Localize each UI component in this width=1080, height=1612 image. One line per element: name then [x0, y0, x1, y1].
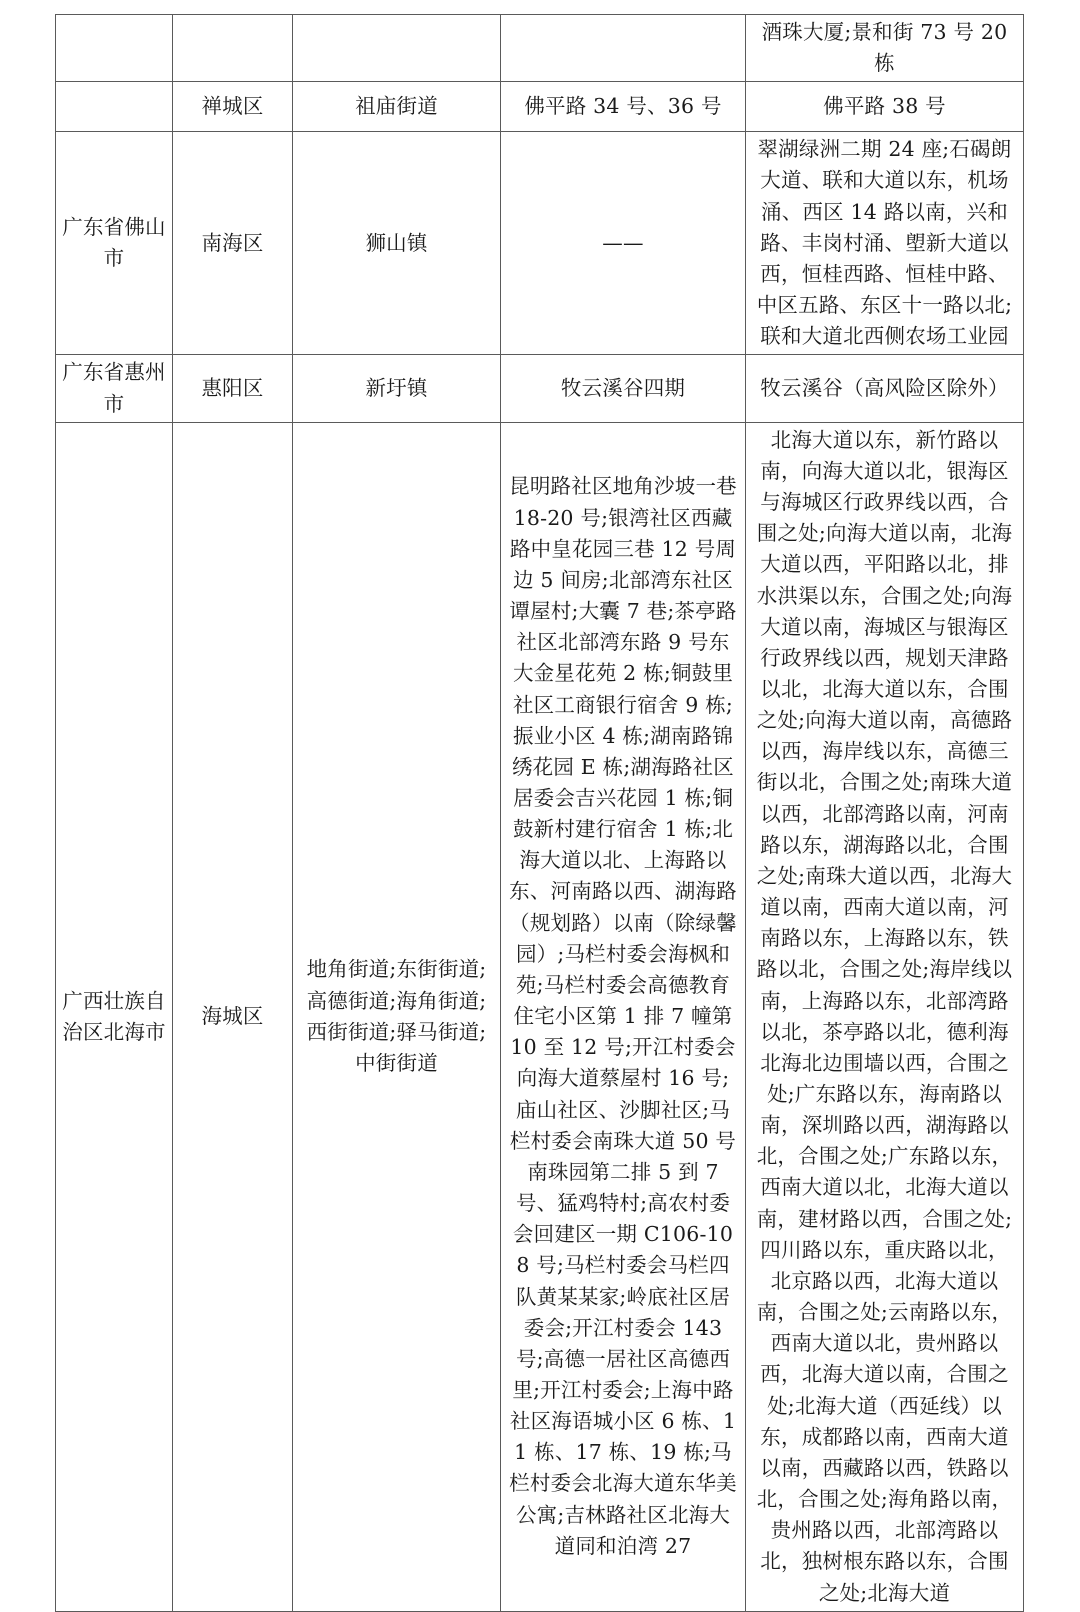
cell-high-risk: [501, 15, 746, 82]
cell-street: 新圩镇: [293, 355, 501, 422]
cell-province: [56, 82, 173, 132]
cell-district: [173, 15, 293, 82]
table-row: [56, 355, 1024, 422]
table-row: [56, 132, 1024, 355]
cell-province: [56, 15, 173, 82]
risk-area-table: [55, 14, 1024, 1612]
cell-high-risk: 昆明路社区地角沙坡一巷 18-20 号;银湾社区西藏路中皇花园三巷 12 号周边 5 间房;北部湾东社区谭屋村;大囊 7 巷;茶亭路社区北部湾东路 9 号东大金星花苑 2 栋;铜鼓里社区工商银行宿舍 9 栋;振业小区 4 栋;湖南路锦绣花园 E 栋;湖海路社区居委会吉兴花园 1 栋;铜鼓新村建行宿舍 1 栋;北海大道以北、上海路以东、河南路以西、湖海路（规划路）以南（除绿馨园）;马栏村委会海枫和苑;马栏村委会高德教育住宅小区第 1 排 7 幢第 10 至 12 号;开江村委会向海大道蔡屋村 16 号;庙山社区、沙脚社区;马栏村委会南珠大道 50 号南珠园第二排 5 到 7 号、猛鸡特村;高农村委会回建区一期 C106-108 号;马栏村委会马栏四队黄某某家;岭底社区居委会;开江村委会 143 号;高德一居社区高德西里;开江村委会;上海中路社区海语城小区 6 栋、11 栋、17 栋、19 栋;马栏村委会北海大道东华美公寓;吉林路社区北海大道同和泊湾 27: [501, 422, 746, 1611]
table-row: [56, 422, 1024, 1611]
cell-street: 祖庙街道: [293, 82, 501, 132]
cell-low-risk: 佛平路 38 号: [746, 82, 1024, 132]
cell-high-risk: 牧云溪谷四期: [501, 355, 746, 422]
cell-province: 广东省佛山市: [56, 132, 173, 355]
cell-district: 南海区: [173, 132, 293, 355]
cell-low-risk: 牧云溪谷（高风险区除外）: [746, 355, 1024, 422]
cell-high-risk: 佛平路 34 号、36 号: [501, 82, 746, 132]
cell-province: 广东省惠州市: [56, 355, 173, 422]
cell-street: 狮山镇: [293, 132, 501, 355]
cell-street: [293, 15, 501, 82]
cell-province: 广西壮族自治区北海市: [56, 422, 173, 1611]
cell-low-risk: 酒珠大厦;景和街 73 号 20 栋: [746, 15, 1024, 82]
cell-high-risk: ——: [501, 132, 746, 355]
cell-district: 惠阳区: [173, 355, 293, 422]
cell-district: 禅城区: [173, 82, 293, 132]
cell-street: 地角街道;东街街道;高德街道;海角街道;西街街道;驿马街道;中街街道: [293, 422, 501, 1611]
table-row: [56, 82, 1024, 132]
cell-low-risk: 北海大道以东，新竹路以南，向海大道以北，银海区与海城区行政界线以西，合围之处;向海大道以南，北海大道以西，平阳路以北，排水洪渠以东，合围之处;向海大道以南，海城区与银海区行政界线以西，规划天津路以北，北海大道以东，合围之处;向海大道以南，高德路以西，海岸线以东，高德三街以北，合围之处;南珠大道以西，北部湾路以南，河南路以东，湖海路以北，合围之处;南珠大道以西，北海大道以南，西南大道以南，河南路以东，上海路以东，铁路以北，合围之处;海岸线以南，上海路以东，北部湾路以北，茶亭路以北，德利海北海北边围墙以西，合围之处;广东路以东，海南路以南，深圳路以西，湖海路以北，合围之处;广东路以东，西南大道以北，北海大道以南，建材路以西，合围之处;四川路以东，重庆路以北，北京路以西，北海大道以南，合围之处;云南路以东，西南大道以北，贵州路以西，北海大道以南，合围之处;北海大道（西延线）以东，成都路以南，西南大道以南，西藏路以西，铁路以北，合围之处;海角路以南，贵州路以西，北部湾路以北，独树根东路以东，合围之处;北海大道: [746, 422, 1024, 1611]
cell-district: 海城区: [173, 422, 293, 1611]
table-row: [56, 15, 1024, 82]
cell-low-risk: 翠湖绿洲二期 24 座;石碣朗大道、联和大道以东，机场涌、西区 14 路以南，兴和路、丰岗村涌、塱新大道以西，恒桂西路、恒桂中路、中区五路、东区十一路以北;联和大道北西侧农场工业园: [746, 132, 1024, 355]
